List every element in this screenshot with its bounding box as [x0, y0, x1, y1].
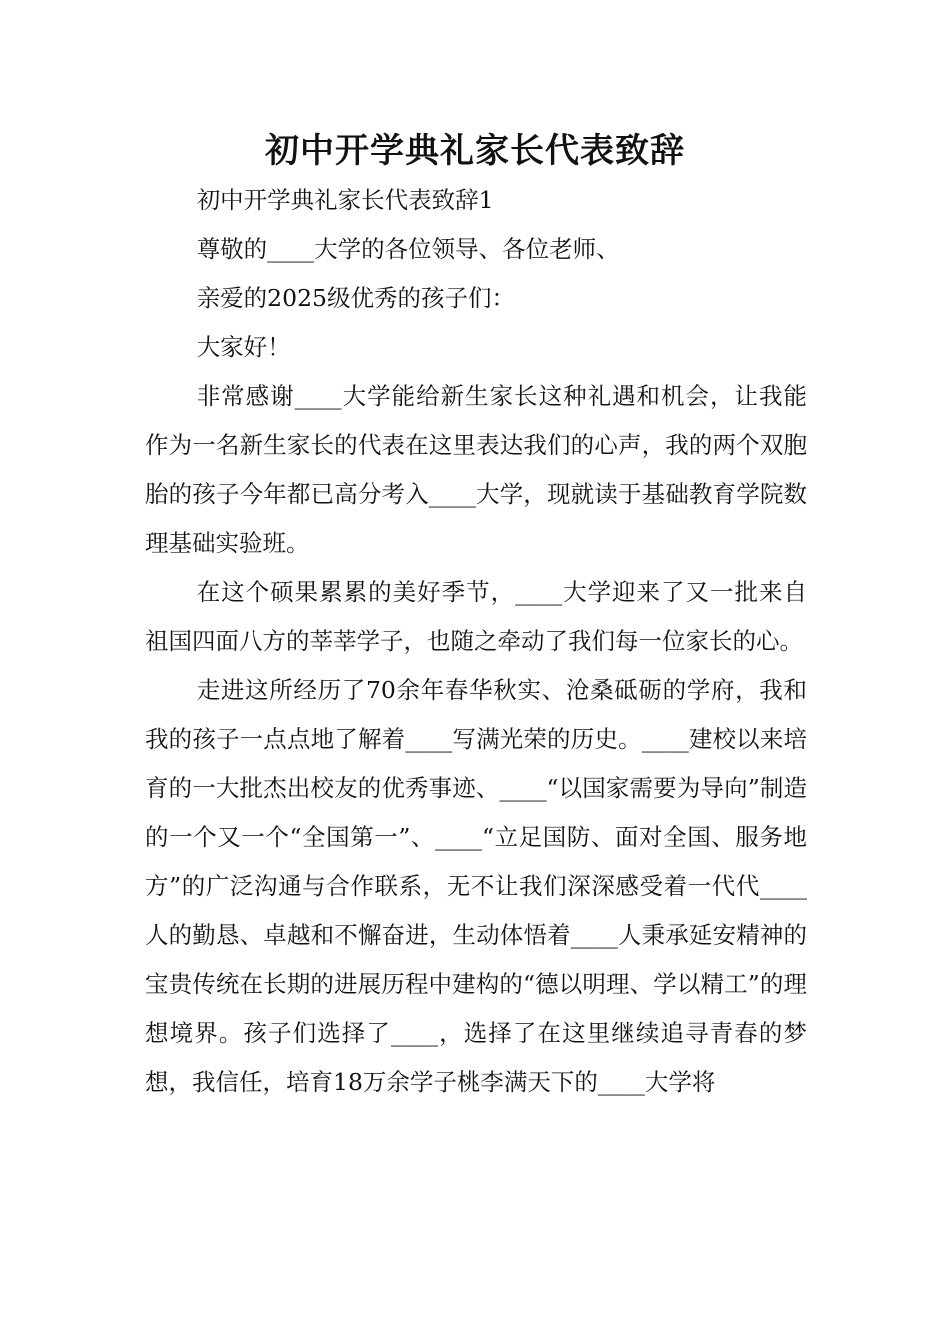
paragraph-salutation: 尊敬的____大学的各位领导、各位老师、	[196, 235, 620, 263]
paragraph-heading: 初中开学典礼家长代表致辞1	[196, 186, 494, 214]
paragraph-season: 在这个硕果累累的美好季节，____大学迎来了又一批来自祖国四面八方的莘莘学子，也随之牵动了我们每一位家长的心。	[145, 578, 807, 655]
paragraph-salutation-students: 亲爱的2025级优秀的孩子们：	[196, 284, 515, 312]
document-body	[145, 176, 807, 1107]
document-title: 初中开学典礼家长代表致辞	[265, 131, 685, 171]
paragraph-thanks: 非常感谢____大学能给新生家长这种礼遇和机会，让我能作为一名新生家长的代表在这里表达我们的心声，我的两个双胞胎的孩子今年都已高分考入____大学，现就读于基础教育学院数理基础实验班。	[145, 382, 807, 557]
paragraph-greeting: 大家好！	[196, 333, 291, 361]
paragraph-history: 走进这所经历了70余年春华秋实、沧桑砥砺的学府，我和我的孩子一点点地了解着____写满光荣的历史。____建校以来培育的一大批杰出校友的优秀事迹、____“以国家需要为导向”制造的一个又一个“全国第一”、____“立足国防、面对全国、服务地方”的广泛沟通与合作联系，无不让我们深深感受着一代代____人的勤恳、卓越和不懈奋进，生动体悟着____人秉承延安精神的宝贵传统在长期的进展历程中建构的“德以明理、学以精工”的理想境界。孩子们选择了____，选择了在这里继续追寻青春的梦想，我信任，培育18万余学子桃李满天下的____大学将	[145, 676, 807, 1096]
